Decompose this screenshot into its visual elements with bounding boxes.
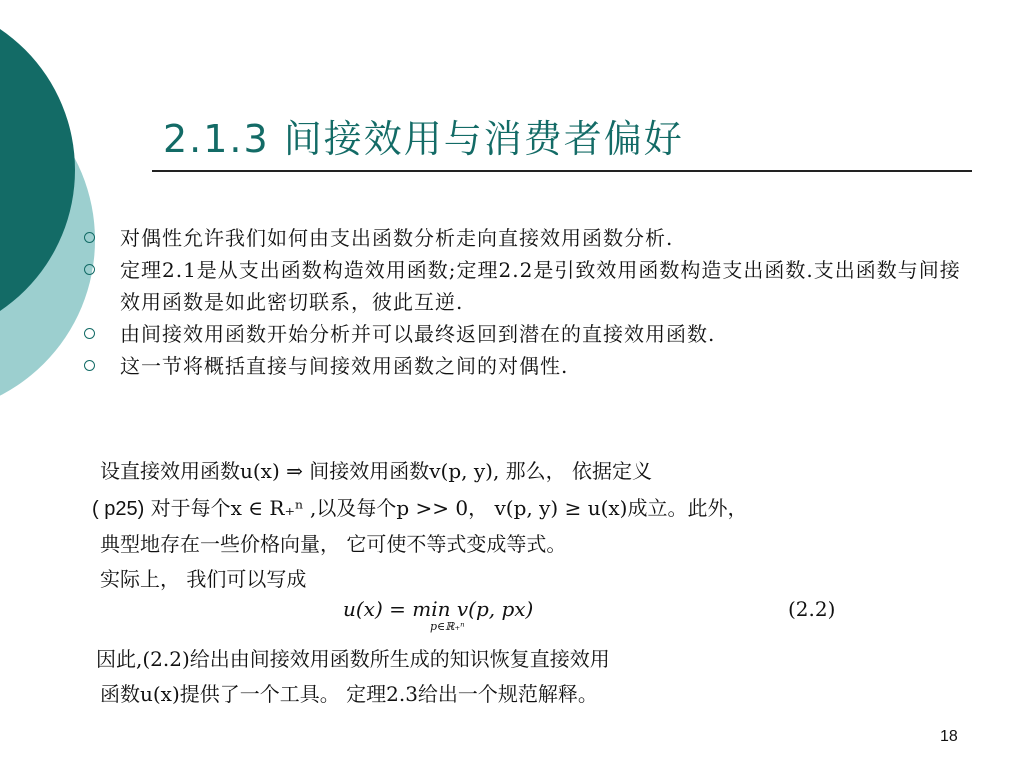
- bullet-item: 由间接效用函数开始分析并可以最终返回到潜在的直接效用函数.: [84, 318, 964, 350]
- math-line-1: 设直接效用函数u(x) ⇒ 间接效用函数v(p, y), 那么， 依据定义: [100, 459, 653, 483]
- slide-title: 2.1.3 间接效用与消费者偏好: [163, 117, 684, 161]
- bullet-item: 这一节将概括直接与间接效用函数之间的对偶性.: [84, 350, 964, 382]
- page-reference: ( p25): [92, 498, 145, 520]
- math-line-6: 函数u(x)提供了一个工具。 定理2.3给出一个规范解释。: [100, 682, 598, 706]
- bullet-circle-icon: [84, 232, 95, 243]
- math-line-5: 因此,(2.2)给出由间接效用函数所生成的知识恢复直接效用: [96, 647, 610, 671]
- bullet-circle-icon: [84, 328, 95, 339]
- bullet-circle-icon: [84, 264, 95, 275]
- equation-number: (2.2): [788, 597, 836, 621]
- bullet-list: [84, 222, 964, 382]
- math-line-3: 典型地存在一些价格向量， 它可使不等式变成等式。: [100, 532, 567, 556]
- bullet-circle-icon: [84, 360, 95, 371]
- math-line-4: 实际上， 我们可以写成: [100, 567, 307, 591]
- page-number: 18: [940, 728, 958, 745]
- math-line-2-text: 对于每个x ∈ R₊ⁿ ,以及每个p >> 0， v(p, y) ≥ u(x)成立。此外，: [150, 496, 748, 520]
- title-underline: [152, 170, 972, 172]
- bullet-item: 定理2.1是从支出函数构造效用函数;定理2.2是引致效用函数构造支出函数.支出函数与间接效用函数是如此密切联系，彼此互逆.: [84, 254, 964, 318]
- equation-subscript: p∈ℝ₊ⁿ: [430, 620, 465, 633]
- bullet-item: 对偶性允许我们如何由支出函数分析走向直接效用函数分析.: [84, 222, 964, 254]
- math-line-2: [92, 492, 747, 521]
- equation: u(x) = min v(p, px): [343, 597, 534, 621]
